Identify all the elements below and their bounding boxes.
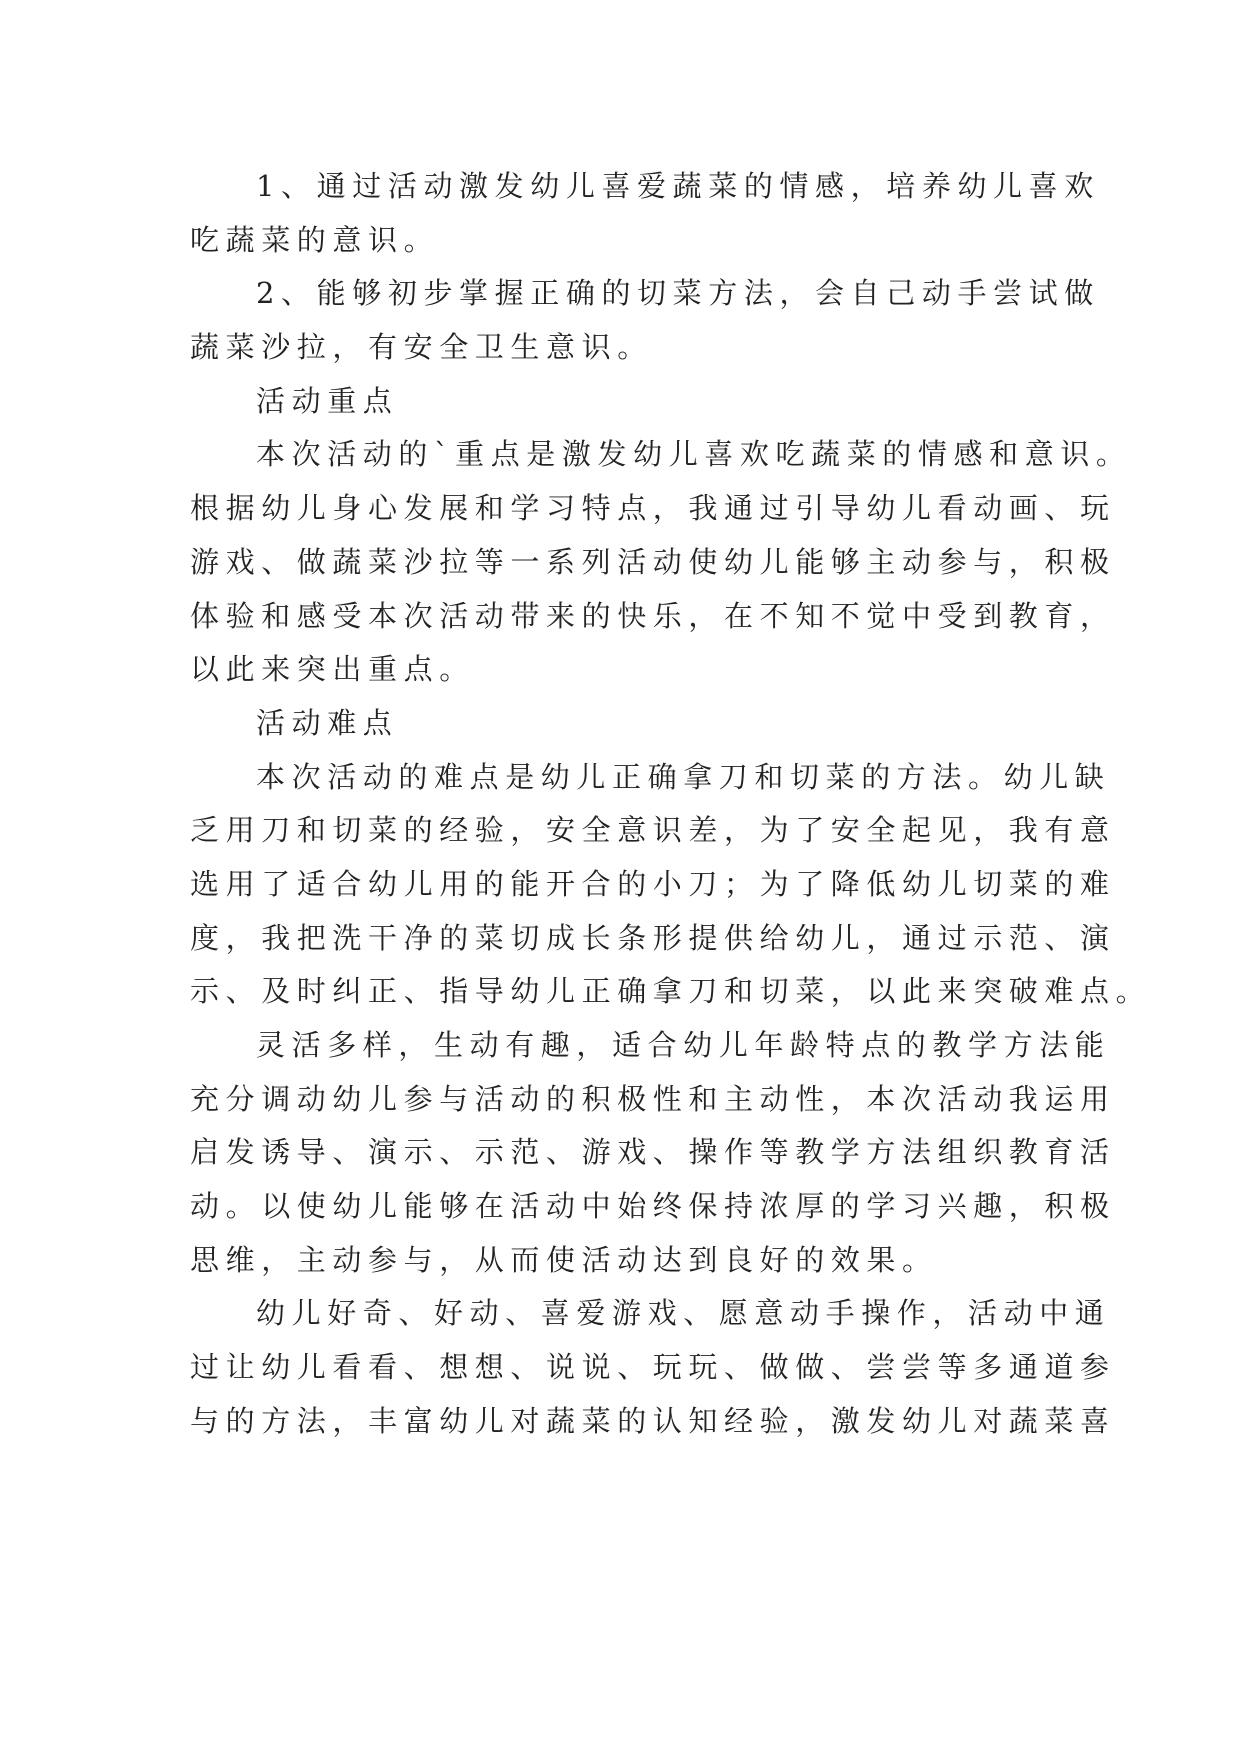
text-line: 度，我把洗干净的菜切成长条形提供给幼儿，通过示范、演 [190, 920, 1116, 955]
text-line: 动。以使幼儿能够在活动中始终保持浓厚的学习兴趣，积极 [190, 1189, 1116, 1224]
text-line: 启发诱导、演示、示范、游戏、操作等教学方法组织教育活 [190, 1135, 1116, 1170]
text-line: 本次活动的`重点是激发幼儿喜欢吃蔬菜的情感和意识。 [256, 437, 1132, 472]
text-line: 2、能够初步掌握正确的切菜方法，会自己动手尝试做 [256, 276, 1100, 311]
text-line: 本次活动的难点是幼儿正确拿刀和切菜的方法。幼儿缺 [256, 759, 1111, 794]
text-line: 吃蔬菜的意识。 [190, 222, 440, 257]
text-line: 幼儿好奇、好动、喜爱游戏、愿意动手操作，活动中通 [256, 1296, 1111, 1331]
text-line: 充分调动幼儿参与活动的积极性和主动性，本次活动我运用 [190, 1081, 1116, 1116]
text-line: 思维，主动参与，从而使活动达到良好的效果。 [190, 1242, 938, 1277]
text-line: 根据幼儿身心发展和学习特点，我通过引导幼儿看动画、玩 [190, 491, 1116, 526]
text-line: 体验和感受本次活动带来的快乐，在不知不觉中受到教育， [190, 598, 1116, 633]
text-line: 活动重点 [256, 383, 399, 418]
text-line: 游戏、做蔬菜沙拉等一系列活动使幼儿能够主动参与，积极 [190, 544, 1116, 579]
text-line: 示、及时纠正、指导幼儿正确拿刀和切菜，以此来突破难点。 [190, 974, 1152, 1009]
text-line: 灵活多样，生动有趣，适合幼儿年龄特点的教学方法能 [256, 1028, 1111, 1062]
text-line: 活动难点 [256, 705, 399, 740]
text-line: 乏用刀和切菜的经验，安全意识差，为了安全起见，我有意 [190, 813, 1116, 848]
text-line: 蔬菜沙拉，有安全卫生意识。 [190, 330, 653, 365]
text-line: 过让幼儿看看、想想、说说、玩玩、做做、尝尝等多通道参 [190, 1350, 1116, 1385]
text-line: 与的方法，丰富幼儿对蔬菜的认知经验，激发幼儿对蔬菜喜 [190, 1403, 1116, 1438]
text-line: 以此来突出重点。 [190, 652, 475, 687]
document-body [190, 160, 1152, 1449]
text-line: 选用了适合幼儿用的能开合的小刀；为了降低幼儿切菜的难 [190, 866, 1116, 901]
text-line: 1、通过活动激发幼儿喜爱蔬菜的情感，培养幼儿喜欢 [256, 169, 1100, 203]
